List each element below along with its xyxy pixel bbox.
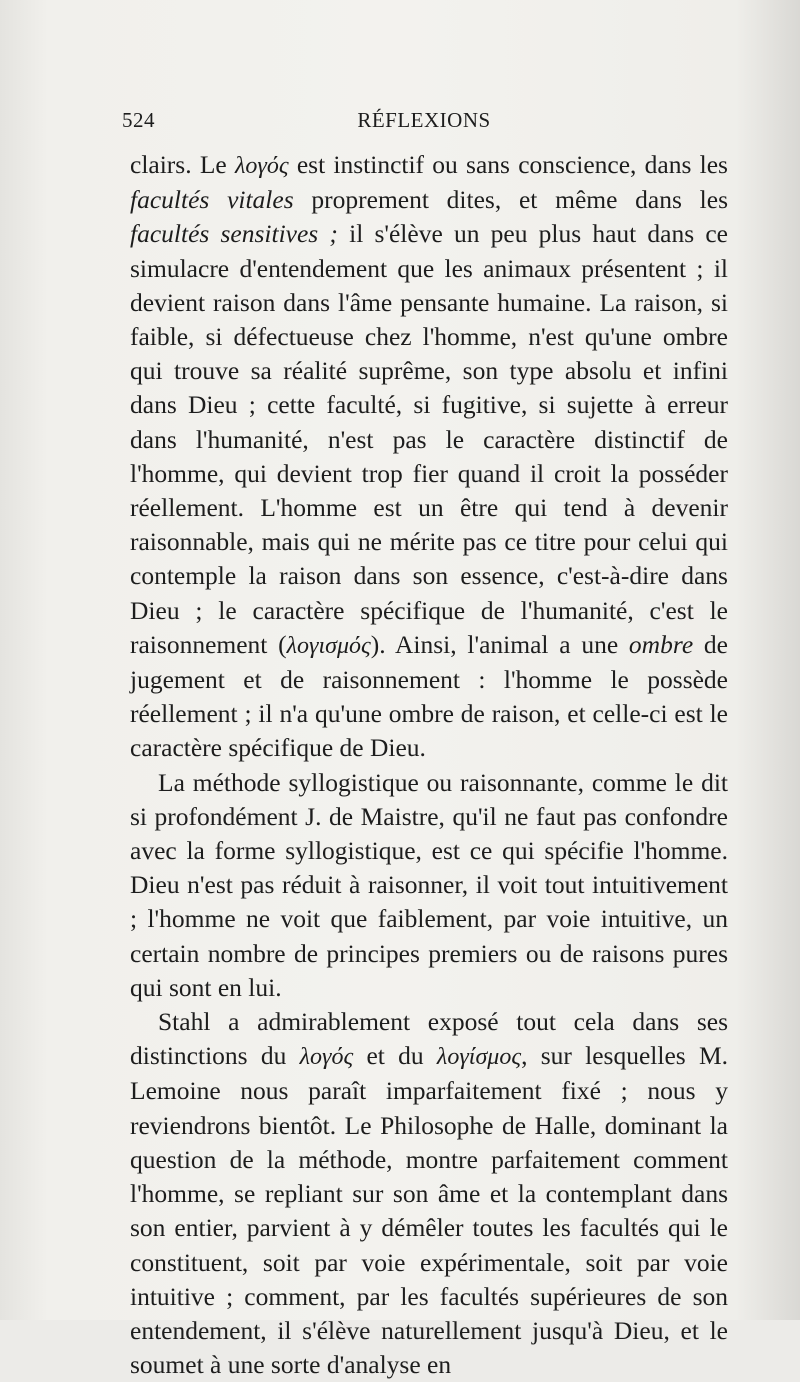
italic-phrase: facultés sensitives ; bbox=[130, 219, 338, 249]
italic-phrase: facultés vitales bbox=[130, 185, 294, 215]
text-run: et du bbox=[353, 1041, 437, 1071]
text-run: ). Ainsi, l'animal a une bbox=[370, 629, 629, 659]
italic-phrase: ombre bbox=[628, 629, 694, 659]
text-run: proprement dites, et même dans les bbox=[293, 185, 728, 215]
paragraph-1 bbox=[130, 148, 728, 766]
running-title: RÉFLEXIONS bbox=[357, 108, 491, 132]
paragraph-3 bbox=[130, 1005, 728, 1382]
greek-term: λογισμός bbox=[286, 632, 371, 659]
text-run: clairs. Le bbox=[130, 150, 235, 179]
text-run: La méthode syllogistique ou raisonnante, comme le dit si profondément J. de Maistre, qu'il ne faut pas confondre avec la forme syllogistique, est ce qui spécifie l'homme. Dieu n'est pas réduit à raisonner, il voit tout intuitivement ; l'homme ne voit que faiblement, par voie intuitive, un certain nombre de principes premiers ou de raisons pures qui sont en lui. bbox=[130, 767, 728, 1002]
greek-term: λογός bbox=[299, 1044, 354, 1071]
greek-term: λογίσμος bbox=[436, 1044, 522, 1071]
body-text bbox=[130, 148, 728, 1382]
paragraph-2 bbox=[130, 766, 728, 1005]
page-number: 524 bbox=[122, 108, 155, 132]
text-run: de jugement et de raisonnement : l'homme le possède réellement ; il n'a qu'une ombre de raison, et celle-ci est le caractère spécifique de Dieu. bbox=[130, 629, 728, 763]
text-run: , sur lesquelles M. Lemoine nous paraît imparfaitement fixé ; nous y reviendrons bientôt. Le Philosophe de Halle, dominant la question de la méthode, montre parfaitement comment l'homme, se repliant sur son âme et la contemplant dans son entier, parvient à y démêler toutes les facultés qui le constituent, soit par voie expérimentale, soit par voie intuitive ; comment, par les facultés supérieures de son entendement, il s'élève naturellement jusqu'à Dieu, et le soumet à une sorte d'analyse en bbox=[130, 1041, 728, 1380]
page-header bbox=[122, 108, 726, 138]
text-run: Stahl a admirablement exposé tout cela dans ses distinctions du bbox=[130, 1007, 728, 1071]
greek-term: λογός bbox=[234, 153, 289, 179]
text-run: il s'élève un peu plus haut dans ce simulacre d'entendement que les animaux présentent ; il devient raison dans l'âme pensante humaine. La raison, si faible, si défectueuse chez l'homme, n'est qu'une ombre qui trouve sa réalité suprême, son type absolu et infini dans Dieu ; cette faculté, si fugitive, si sujette à erreur dans l'humanité, n'est pas le caractère distinctif de l'homme, qui devient trop fier quand il croit la posséder réellement. L'homme est un être qui tend à devenir raisonnable, mais qui ne mérite pas ce titre pour celui qui contemple la raison dans son essence, c'est-à-dire dans Dieu ; le caractère spécifique de l'humanité, c'est le raisonnement ( bbox=[130, 219, 728, 659]
text-run: est instinctif ou sans conscience, dans les bbox=[288, 150, 728, 179]
